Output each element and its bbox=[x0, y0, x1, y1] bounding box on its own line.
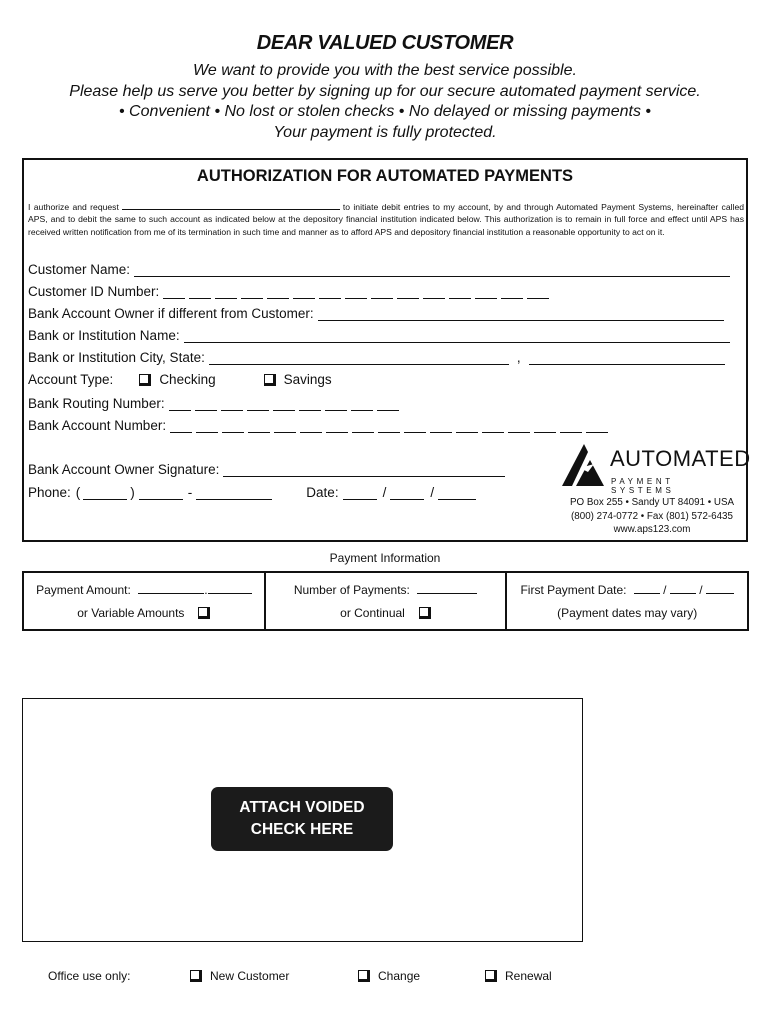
company-logo bbox=[560, 442, 751, 502]
customer-name-field[interactable] bbox=[134, 265, 730, 277]
logo-mark-icon bbox=[560, 442, 606, 488]
attach-line-2: CHECK HERE bbox=[250, 821, 354, 838]
account-number-label: Bank Account Number: bbox=[28, 418, 167, 433]
customer-name-row bbox=[28, 262, 730, 277]
signature-row bbox=[28, 462, 505, 477]
renewal-option[interactable] bbox=[485, 969, 552, 983]
account-owner-row bbox=[28, 306, 724, 321]
new-customer-option[interactable] bbox=[190, 969, 289, 983]
change-option[interactable] bbox=[358, 969, 420, 983]
phone-date-row bbox=[28, 485, 476, 500]
number-of-payments-field[interactable] bbox=[417, 584, 477, 594]
payee-blank[interactable] bbox=[122, 202, 340, 210]
first-payment-date-cell bbox=[505, 573, 747, 629]
savings-label: Savings bbox=[283, 372, 332, 387]
header-line-1: We want to provide you with the best service possible. bbox=[193, 62, 577, 79]
routing-number-label: Bank Routing Number: bbox=[28, 396, 165, 411]
date-separator: / bbox=[382, 485, 387, 500]
authorization-text-end: to initiate debit entries to my account, by and through Automated Payment Systems, hereinafter called APS, and to debit the same to such account as indicated below at the depository financial institution indicated below. This authorization is to remain in full force and effect until APS has received written notification from me of its termination in such time and manner as to afford APS and depository financial institution a reasonable opportunity to act on it. bbox=[28, 202, 744, 237]
account-number-row bbox=[28, 418, 612, 433]
attach-voided-check-label bbox=[211, 787, 393, 851]
date-separator: / bbox=[430, 485, 435, 500]
phone-line-field[interactable] bbox=[196, 488, 272, 500]
bank-city-state-row bbox=[28, 350, 725, 365]
authorization-text-start: I authorize and request bbox=[28, 202, 119, 212]
routing-number-row bbox=[28, 396, 403, 411]
bank-name-field[interactable] bbox=[184, 331, 730, 343]
office-use-label: Office use only: bbox=[48, 969, 131, 983]
city-state-comma: , bbox=[516, 350, 521, 365]
logo-name: AUTOMATED bbox=[610, 446, 751, 471]
signature-label: Bank Account Owner Signature: bbox=[28, 462, 220, 477]
payment-amount-cents-field[interactable] bbox=[208, 584, 252, 594]
authorization-title: AUTHORIZATION FOR AUTOMATED PAYMENTS bbox=[196, 167, 574, 185]
header-line-3: • Convenient • No lost or stolen checks • No delayed or missing payments • bbox=[119, 103, 651, 120]
renewal-label: Renewal bbox=[505, 969, 552, 983]
payment-amount-decimal: . bbox=[204, 583, 208, 597]
authorization-text bbox=[28, 201, 744, 238]
page-title: DEAR VALUED CUSTOMER bbox=[256, 32, 514, 54]
phone-paren-close: ) bbox=[130, 485, 135, 500]
header-line-2: Please help us serve you better by signing up for our secure automated payment service. bbox=[69, 82, 701, 100]
continual-checkbox[interactable] bbox=[419, 607, 431, 619]
payment-amount-label: Payment Amount: bbox=[36, 583, 131, 597]
date-month-field[interactable] bbox=[343, 488, 377, 500]
company-contact bbox=[552, 496, 752, 537]
attach-line-1: ATTACH VOIDED bbox=[239, 799, 365, 816]
payment-amount-dollars-field[interactable] bbox=[138, 584, 204, 594]
phone-paren-open: ( bbox=[75, 485, 81, 500]
routing-number-field[interactable] bbox=[169, 399, 403, 411]
customer-id-label: Customer ID Number: bbox=[28, 284, 160, 299]
checking-checkbox[interactable] bbox=[139, 374, 151, 386]
account-owner-label: Bank Account Owner if different from Customer: bbox=[28, 306, 314, 321]
phone-dash: - bbox=[187, 485, 193, 500]
letter-header bbox=[0, 32, 770, 143]
checking-label: Checking bbox=[159, 372, 216, 387]
account-owner-field[interactable] bbox=[318, 309, 724, 321]
account-type-label: Account Type: bbox=[28, 372, 114, 387]
account-number-field[interactable] bbox=[170, 421, 612, 433]
bank-city-field[interactable] bbox=[209, 353, 509, 365]
variable-amounts-label: or Variable Amounts bbox=[77, 606, 185, 620]
payment-dates-note: (Payment dates may vary) bbox=[557, 606, 698, 620]
bank-name-label: Bank or Institution Name: bbox=[28, 328, 180, 343]
company-address: PO Box 255 • Sandy UT 84091 • USA bbox=[569, 497, 735, 508]
customer-name-label: Customer Name: bbox=[28, 262, 131, 277]
renewal-checkbox[interactable] bbox=[485, 970, 497, 982]
voided-check-area bbox=[22, 698, 583, 942]
bank-name-row bbox=[28, 328, 730, 343]
first-payment-year-field[interactable] bbox=[706, 584, 734, 594]
change-label: Change bbox=[378, 969, 421, 983]
first-payment-date-separator: / bbox=[699, 583, 703, 597]
date-year-field[interactable] bbox=[438, 488, 476, 500]
bank-state-field[interactable] bbox=[529, 353, 725, 365]
logo-subtitle: PAYMENT SYSTEMS bbox=[611, 477, 675, 495]
date-label: Date: bbox=[306, 485, 339, 500]
customer-id-row bbox=[28, 284, 553, 299]
first-payment-day-field[interactable] bbox=[670, 584, 696, 594]
first-payment-date-separator: / bbox=[663, 583, 667, 597]
bank-city-state-label: Bank or Institution City, State: bbox=[28, 350, 205, 365]
phone-label: Phone: bbox=[28, 485, 71, 500]
payment-information-label: Payment Information bbox=[329, 551, 441, 565]
first-payment-date-label: First Payment Date: bbox=[520, 583, 627, 597]
number-of-payments-cell bbox=[264, 573, 506, 629]
new-customer-checkbox[interactable] bbox=[190, 970, 202, 982]
customer-id-field[interactable] bbox=[163, 287, 553, 299]
phone-prefix-field[interactable] bbox=[139, 488, 183, 500]
phone-area-code-field[interactable] bbox=[83, 488, 127, 500]
date-day-field[interactable] bbox=[390, 488, 424, 500]
savings-option[interactable] bbox=[264, 372, 332, 387]
payment-information-table bbox=[22, 571, 749, 631]
header-line-4: Your payment is fully protected. bbox=[273, 123, 497, 141]
company-phone-fax: (800) 274-0772 • Fax (801) 572-6435 bbox=[571, 510, 733, 522]
savings-checkbox[interactable] bbox=[264, 374, 276, 386]
account-type-row bbox=[28, 372, 332, 387]
number-of-payments-label: Number of Payments: bbox=[293, 583, 410, 597]
checking-option[interactable] bbox=[139, 372, 215, 387]
continual-label: or Continual bbox=[340, 606, 405, 620]
new-customer-label: New Customer bbox=[210, 969, 290, 983]
company-website: www.aps123.com bbox=[613, 524, 691, 535]
payment-amount-cell bbox=[24, 573, 264, 629]
signature-field[interactable] bbox=[223, 465, 505, 477]
first-payment-month-field[interactable] bbox=[634, 584, 660, 594]
variable-amounts-checkbox[interactable] bbox=[198, 607, 210, 619]
change-checkbox[interactable] bbox=[358, 970, 370, 982]
